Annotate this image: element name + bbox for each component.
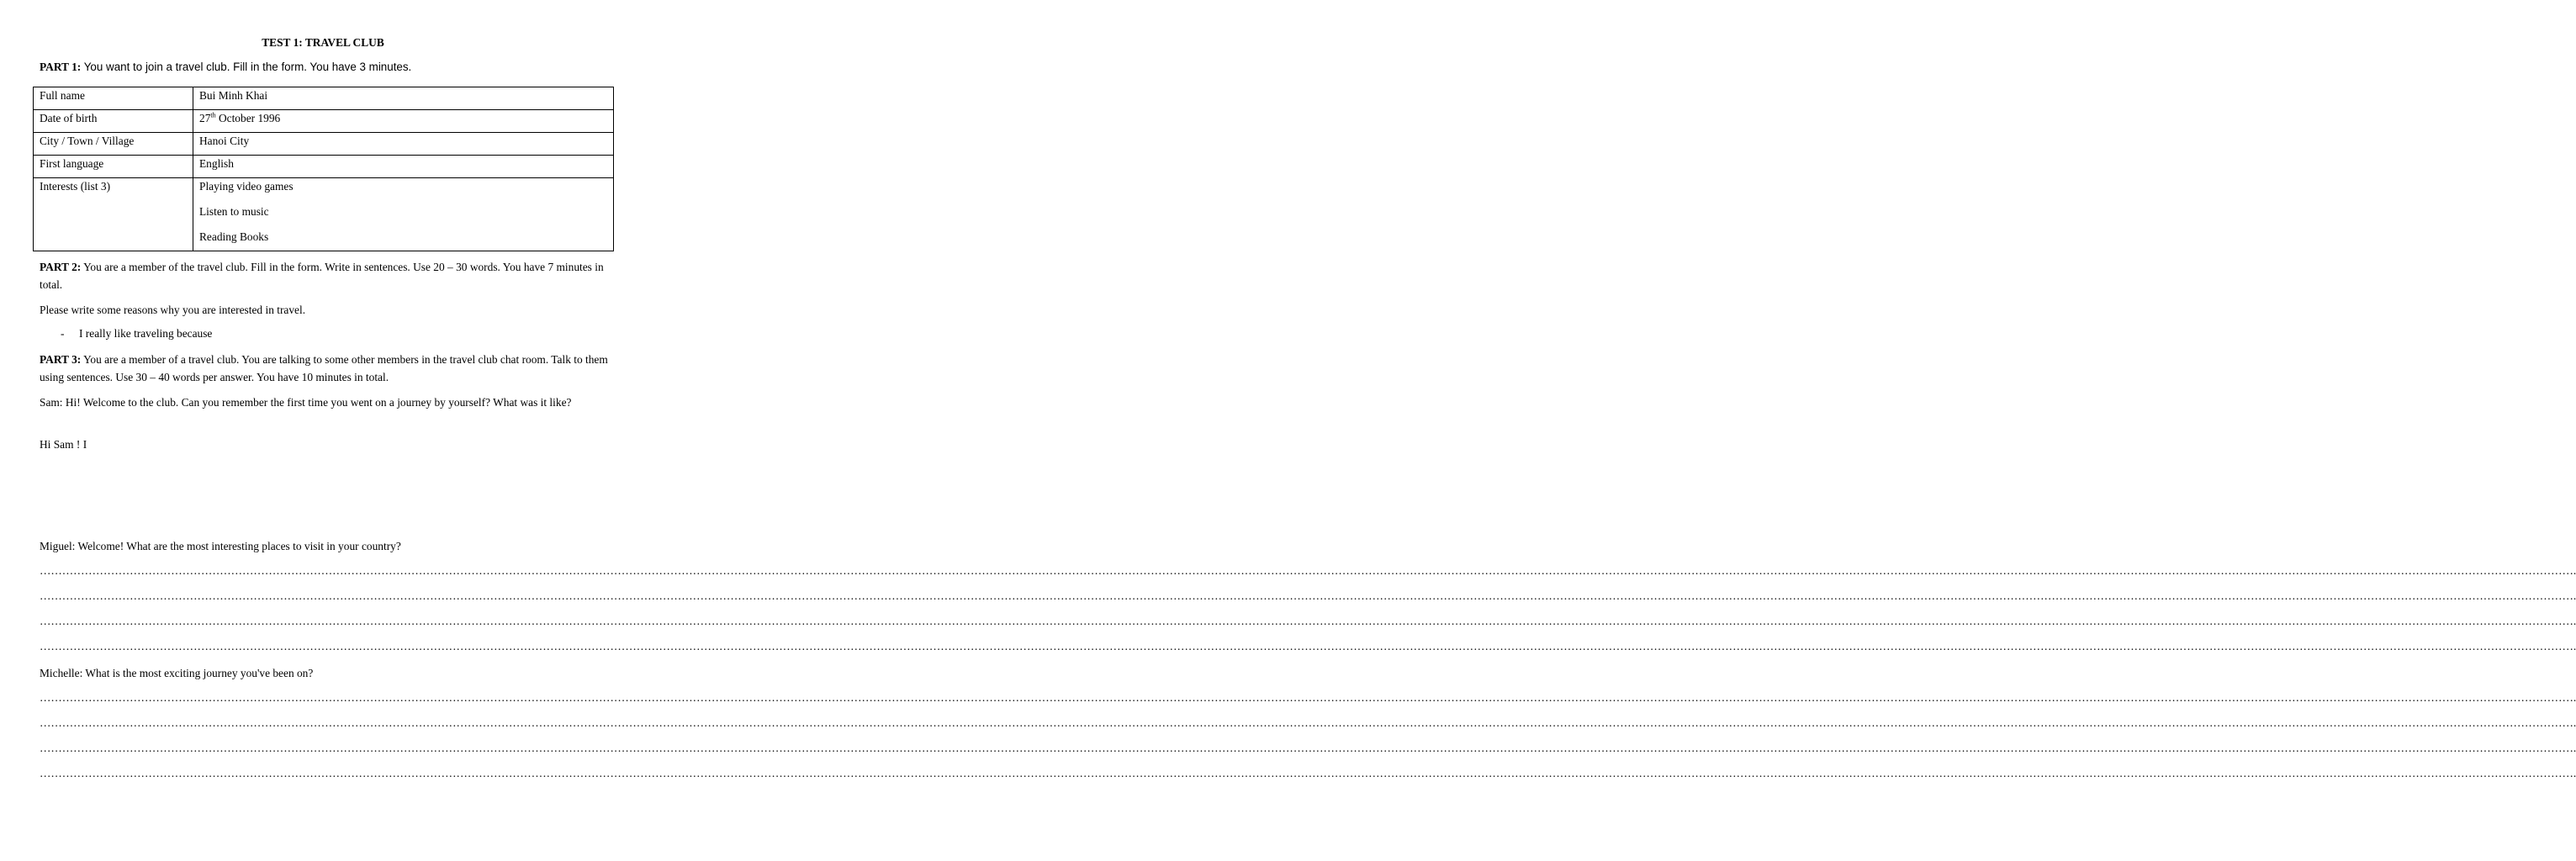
form-row-dob [34,110,614,133]
language-value[interactable]: English [193,156,614,178]
dob-day: 27 [199,112,211,124]
interest-item: Listen to music [199,205,269,218]
full-name-label: Full name [34,87,193,110]
answer-line[interactable]: ………………………………………………………………………………………………………………………………………………………………………………………………………………………………………………………………………………………………………………………………………………………………………………………………………………………………………………………………………………………………………………………………………………………………………………………………………………………. [40,615,2576,627]
dob-rest: October 1996 [215,112,281,124]
part2-text: You are a member of the travel club. Fill in the form. Write in sentences. Use 20 – 30 words. You have 7 minutes in total. [40,261,604,291]
sam-answer[interactable]: Hi Sam ! I [40,438,87,451]
city-value[interactable]: Hanoi City [193,133,614,156]
part2-question: Please write some reasons why you are interested in travel. [40,304,306,316]
answer-line[interactable]: ………………………………………………………………………………………………………………………………………………………………………………………………………………………………………………………………………………………………………………………………………………………………………………………………………………………………………………………………………………………………………………………………………………………………………………………………………………………. [40,742,2576,754]
michelle-question: Michelle: What is the most exciting journey you've been on? [40,667,314,679]
answer-line[interactable]: ………………………………………………………………………………………………………………………………………………………………………………………………………………………………………………………………………………………………………………………………………………………………………………………………………………………………………………………………………………………………………………………………………………………………………………………………………………………. [40,589,2576,602]
miguel-question: Miguel: Welcome! What are the most interesting places to visit in your country? [40,540,401,552]
dob-suffix: th [210,111,216,119]
application-form [33,87,614,251]
form-row-language [34,156,614,178]
answer-line[interactable]: ………………………………………………………………………………………………………………………………………………………………………………………………………………………………………………………………………………………………………………………………………………………………………………………………………………………………………………………………………………………………………………………………………………………………………………………………………………………. [40,691,2576,704]
answer-line[interactable]: ………………………………………………………………………………………………………………………………………………………………………………………………………………………………………………………………………………………………………………………………………………………………………………………………………………………………………………………………………………………………………………………………………………………………………………………………………………………. [40,564,2576,577]
part1-text: You want to join a travel club. Fill in the form. You have 3 minutes. [81,61,412,73]
answer-line[interactable]: ………………………………………………………………………………………………………………………………………………………………………………………………………………………………………………………………………………………………………………………………………………………………………………………………………………………………………………………………………………………………………………………………………………………………………………………………………………………. [40,767,2576,779]
interest-item: Playing video games [199,180,294,193]
part3-text: You are a member of a travel club. You are talking to some other members in the travel club chat room. Talk to them using sentences. Use 30 – 40 words per answer. You have 10 minutes in total. [40,353,608,383]
part3-instruction [40,351,611,386]
answer-line[interactable]: ………………………………………………………………………………………………………………………………………………………………………………………………………………………………………………………………………………………………………………………………………………………………………………………………………………………………………………………………………………………………………………………………………………………………………………………………………………………. [40,640,2576,652]
part3-label: PART 3: [40,353,82,366]
part1-label: PART 1: [40,61,82,73]
dob-value[interactable] [193,110,614,133]
language-label: First language [34,156,193,178]
dob-label: Date of birth [34,110,193,133]
part2-label: PART 2: [40,261,82,273]
full-name-value[interactable]: Bui Minh Khai [193,87,614,110]
city-label: City / Town / Village [34,133,193,156]
form-row-full-name [34,87,614,110]
part2-instruction [40,258,611,293]
part1-instruction [40,61,411,74]
page-title: TEST 1: TRAVEL CLUB [262,36,384,49]
sam-question: Sam: Hi! Welcome to the club. Can you remember the first time you went on a journey by yourself? What was it like? [40,396,572,409]
part2-answer[interactable]: I really like traveling because [79,327,213,340]
interests-value[interactable] [193,178,614,251]
form-row-city [34,133,614,156]
interests-label: Interests (list 3) [34,178,193,251]
interest-item: Reading Books [199,230,269,243]
form-row-interests [34,178,614,251]
answer-line[interactable]: ………………………………………………………………………………………………………………………………………………………………………………………………………………………………………………………………………………………………………………………………………………………………………………………………………………………………………………………………………………………………………………………………………………………………………………………………………………………. [40,716,2576,729]
bullet-dash: - [61,327,65,340]
